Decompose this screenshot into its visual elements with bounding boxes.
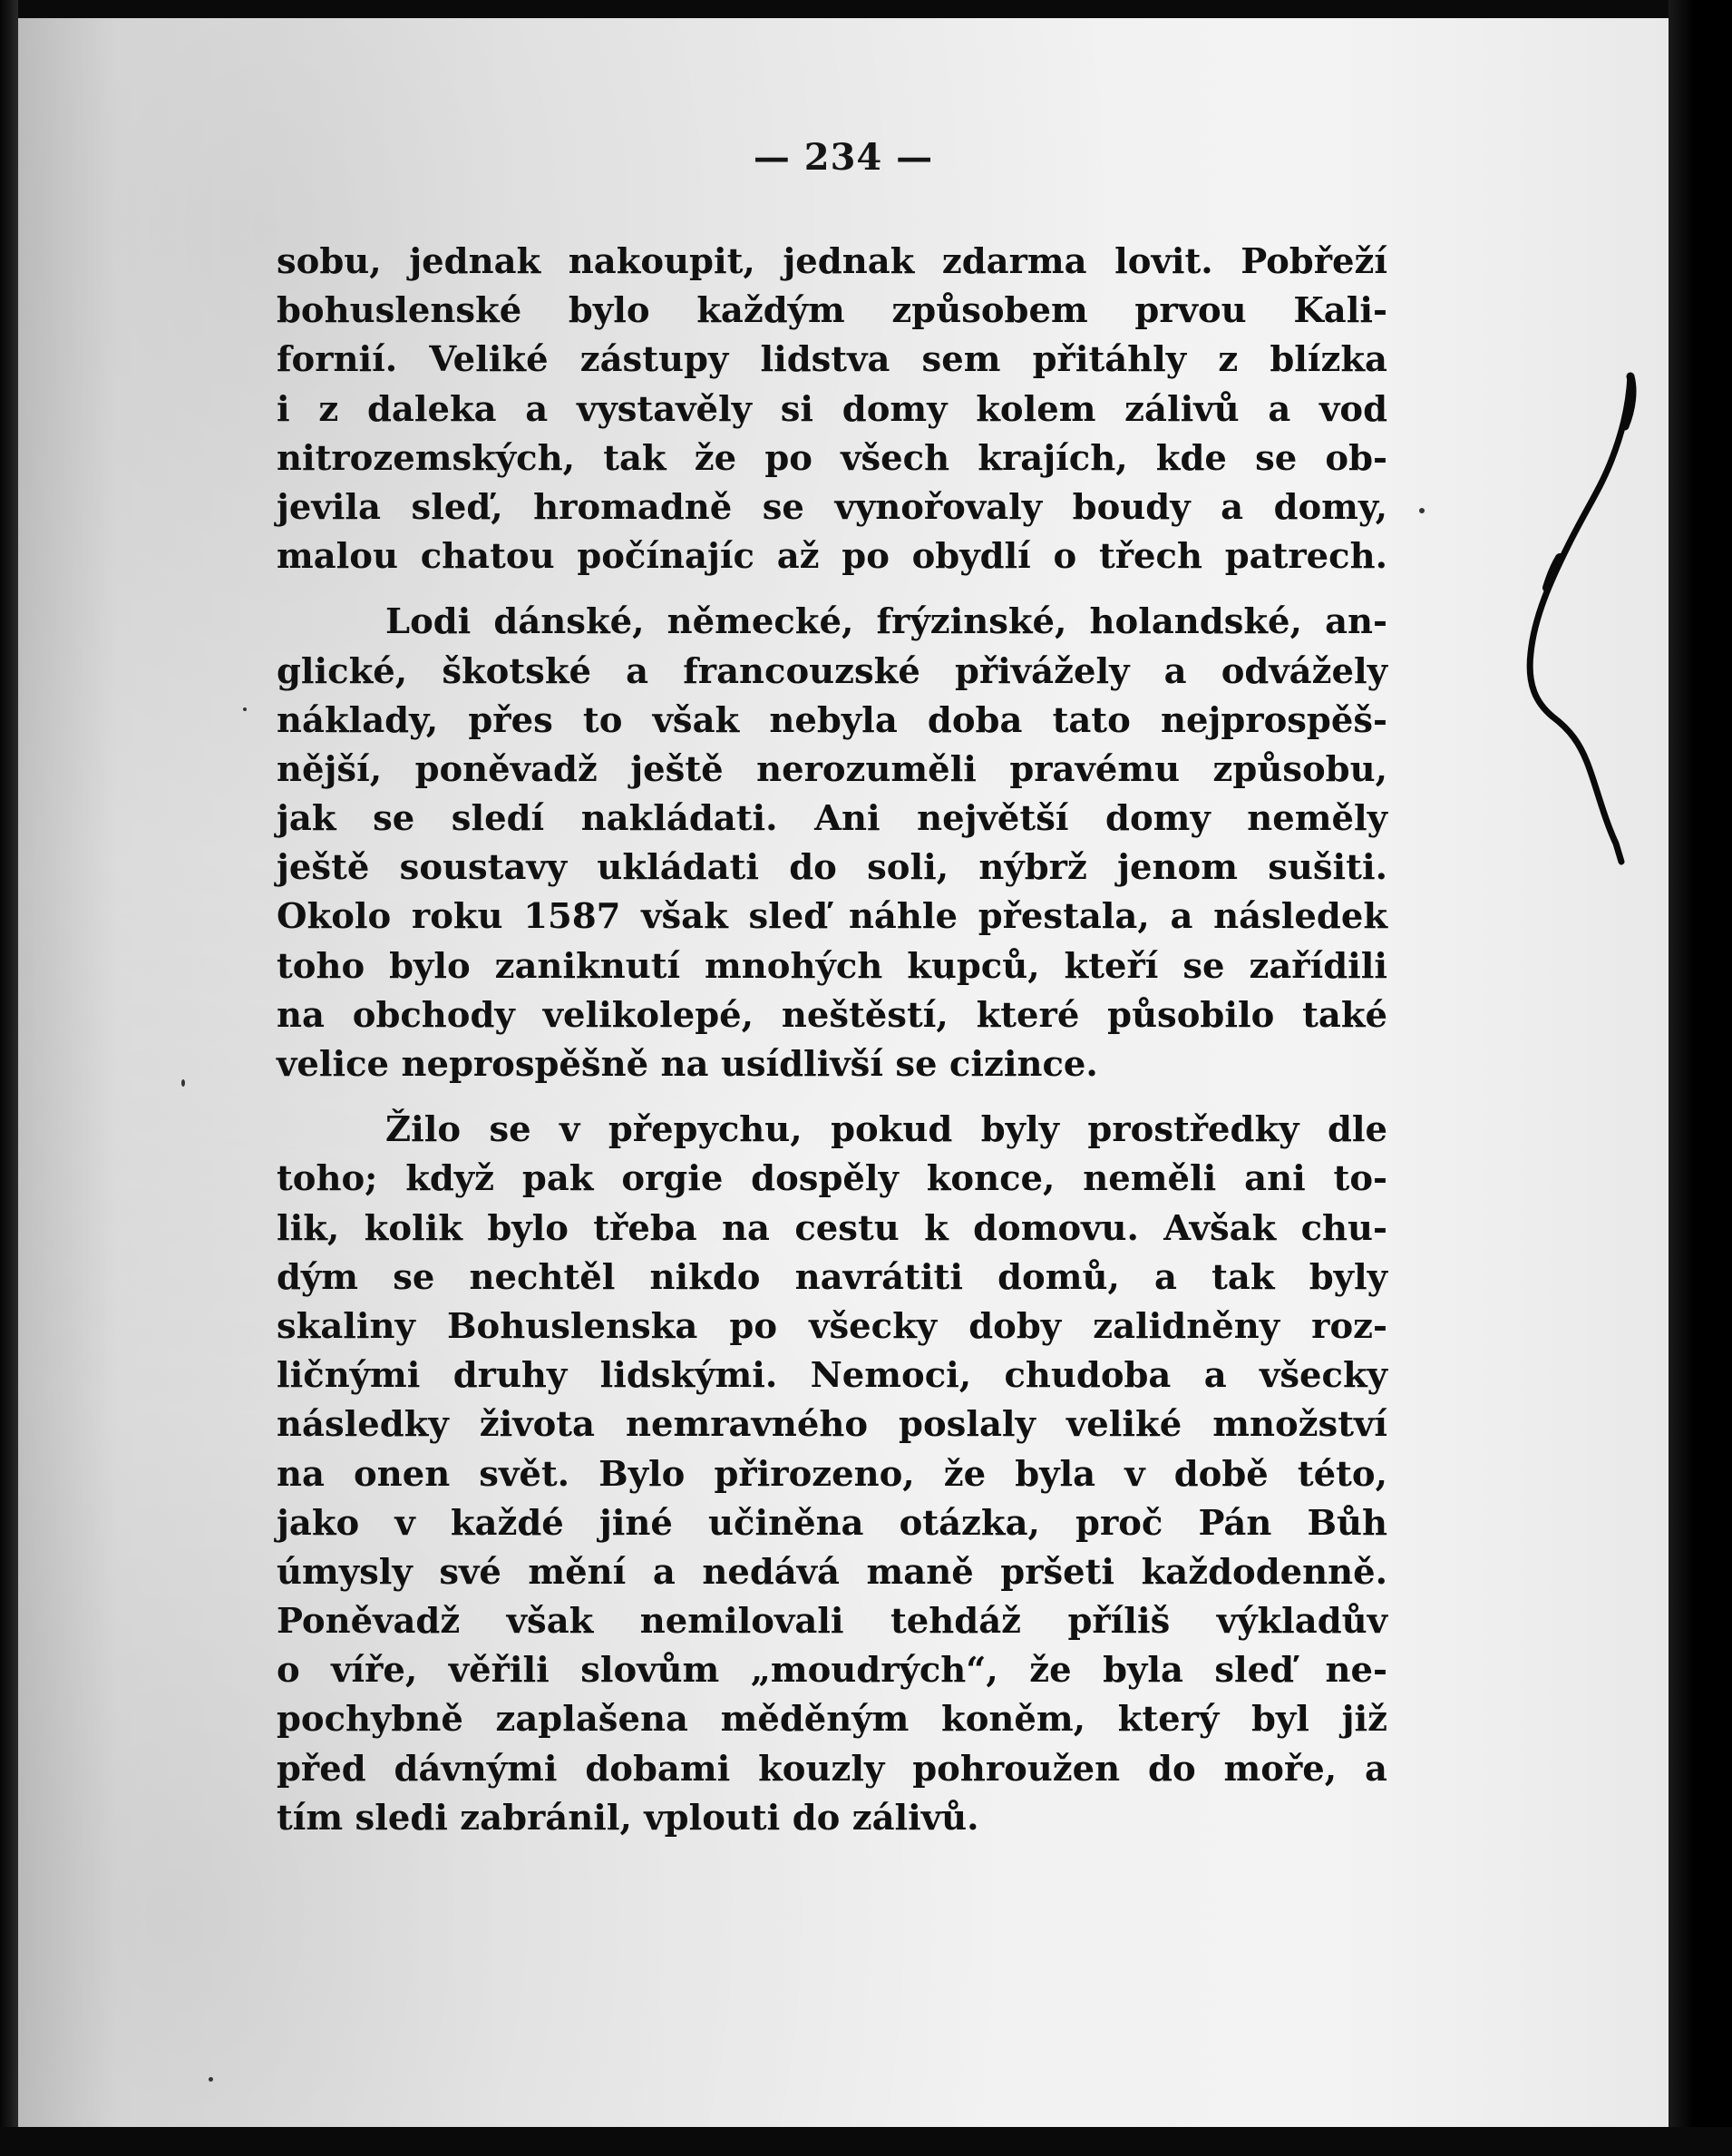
- text-line: toho bylo zaniknutí mnohých kupců, kteří se zařídili: [277, 945, 1387, 987]
- body-text: [277, 238, 1387, 1843]
- paper-speck: [1419, 508, 1425, 513]
- text-line: toho; když pak orgie dospěly konce, neměli ani to-: [277, 1158, 1387, 1200]
- text-line: sobu, jednak nakoupit, jednak zdarma lovit. Pobřeží: [277, 241, 1387, 282]
- text-line: jak se sledí nakládati. Ani největší domy neměly: [277, 798, 1387, 840]
- text-line: nitrozemských, tak že po všech krajích, kde se ob-: [277, 437, 1387, 479]
- text-line: malou chatou počínajíc až po obydlí o třech patrech.: [277, 536, 1387, 578]
- text-line: na obchody velikolepé, neštěstí, které působilo také: [277, 994, 1387, 1036]
- paper-speck: [181, 1079, 185, 1087]
- scan-frame-right: [1669, 0, 1732, 2156]
- paragraph: [277, 1106, 1387, 1843]
- text-line: na onen svět. Bylo přirozeno, že byla v době této,: [277, 1453, 1387, 1495]
- text-line: Poněvadž však nemilovali tehdáž příliš výkladův: [277, 1601, 1387, 1643]
- text-line: skaliny Bohuslenska po všecky doby zalidněny roz-: [277, 1305, 1387, 1347]
- text-line: dým se nechtěl nikdo navrátiti domů, a tak byly: [277, 1256, 1387, 1298]
- paragraph: [277, 238, 1387, 581]
- paragraph: [277, 598, 1387, 1089]
- text-line: jevila sleď, hromadně se vynořovaly boudy a domy,: [277, 486, 1387, 528]
- page-crack: [1514, 372, 1650, 880]
- text-line: následky života nemravného poslaly veliké množství: [277, 1404, 1387, 1446]
- text-line: i z daleka a vystavěly si domy kolem zálivů a vod: [277, 388, 1387, 430]
- text-line: velice neprospěšně na usídlivší se cizince.: [277, 1044, 1098, 1085]
- text-line: náklady, přes to však nebyla doba tato nejprospěš-: [277, 699, 1387, 741]
- text-line: před dávnými dobami kouzly pohroužen do moře, a: [277, 1748, 1387, 1790]
- text-line: úmysly své mění a nedává maně pršeti každodenně.: [277, 1551, 1387, 1593]
- text-line: glické, škotské a francouzské přivážely a odvážely: [277, 650, 1387, 692]
- text-line: lik, kolik bylo třeba na cestu k domovu. Avšak chu-: [277, 1207, 1387, 1249]
- text-line: Okolo roku 1587 však sleď náhle přestala, a následek: [277, 896, 1387, 938]
- scan-frame-top: [0, 0, 1732, 18]
- text-line: o víře, věřili slovům „moudrých“, že byla sleď ne-: [277, 1650, 1387, 1692]
- scan-frame-bottom: [0, 2127, 1732, 2156]
- scan-frame-left: [0, 0, 18, 2156]
- text-line: jako v každé jiné učiněna otázka, proč Pán Bůh: [277, 1502, 1387, 1544]
- text-line: pochybně zaplašena měděným koněm, který byl již: [277, 1699, 1387, 1741]
- paper-speck: [243, 707, 247, 711]
- text-line: bohuslenské bylo každým způsobem prvou Kali-: [277, 290, 1387, 332]
- book-page: [18, 18, 1669, 2127]
- text-line: Lodi dánské, německé, frýzinské, holandské, an-: [385, 601, 1387, 643]
- text-line: fornií. Veliké zástupy lidstva sem přitáhly z blízka: [277, 339, 1387, 381]
- text-line: ličnými druhy lidskými. Nemoci, chudoba a všecky: [277, 1355, 1387, 1397]
- paper-speck: [209, 2077, 213, 2082]
- text-line: tím sledi zabránil, vplouti do zálivů.: [277, 1797, 979, 1839]
- text-line: nější, poněvadž ještě nerozuměli pravému způsobu,: [277, 748, 1387, 790]
- text-line: ještě soustavy ukládati do soli, nýbrž jenom sušiti.: [277, 847, 1387, 889]
- page-number: — 234 —: [753, 136, 934, 179]
- text-line: Žilo se v přepychu, pokud byly prostředky dle: [385, 1109, 1387, 1151]
